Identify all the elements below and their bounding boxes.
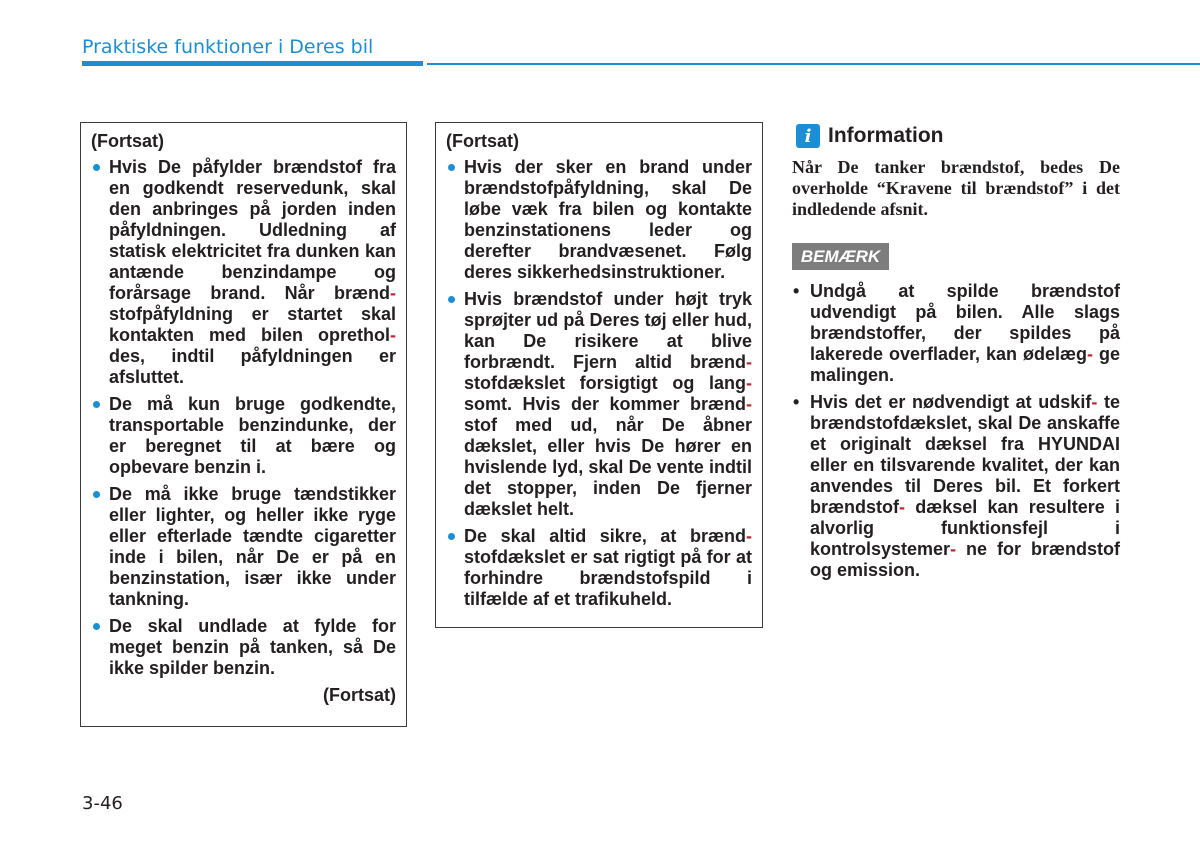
warning-list [446, 157, 752, 610]
warning-item [446, 289, 752, 520]
warning-item-text: De skal altid sikre, at brænd- stofdækslet er sat rigtigt på for at forhindre brændstofspild i tilfælde af et trafikuheld. [464, 526, 752, 609]
warning-item-text: De må kun bruge godkendte, transportable benzindunke, der er beregnet til at bære og opbevare benzin i. [109, 394, 396, 477]
notice-item [792, 281, 1120, 386]
warning-item-text: De må ikke bruge tændstikker eller lighter, og heller ikke ryge eller efterlade tændte cigaretter inde i bilen, når De er på en benzinstation, især ikke under tankning. [109, 484, 396, 609]
header-accent-bar [82, 61, 423, 66]
bullet-icon: • [793, 281, 800, 301]
section-title: Praktiske funktioner i Deres bil [82, 36, 374, 58]
warning-item-text: Hvis De påfylder brændstof fra en godkendt reservedunk, skal den anbringes på jorden inden påfyldningen. Udledning af statisk elektricitet fra dunken kan antænde benzindampe og forårsage brand. Når brænd- stofpåfyldning er startet skal kontakten med bilen oprethol- des, indtil påfyldningen er afsluttet. [109, 157, 396, 387]
header-rule [427, 63, 1200, 65]
warning-item [446, 157, 752, 283]
notice-badge: BEMÆRK [792, 243, 889, 270]
bullet-icon [448, 296, 455, 303]
warning-item [91, 157, 396, 388]
warning-list [91, 157, 396, 679]
bullet-icon [93, 491, 100, 498]
warning-box-continued-1 [80, 122, 407, 727]
bullet-icon [448, 164, 455, 171]
warning-item-text: Hvis der sker en brand under brændstofpåfyldning, skal De løbe væk fra bilen og kontakte benzinstationens leder og derefter brandvæsenet. Følg deres sikkerhedsinstruktioner. [464, 157, 752, 282]
warning-item [446, 526, 752, 610]
notice-list [792, 281, 1120, 587]
info-icon: i [796, 124, 820, 148]
box-heading: (Fortsat) [446, 131, 519, 151]
bullet-icon [448, 533, 455, 540]
information-heading [796, 124, 944, 148]
bullet-icon [93, 164, 100, 171]
notice-item-text: Hvis det er nødvendigt at udskif- te brændstofdækslet, skal De anskaffe et originalt dæksel fra HYUNDAI eller en tilsvarende kvalitet, der kan anvendes til Deres bil. Et forkert brændstof- dæksel kan resultere i alvorlig funktionsfejl i kontrolsystemer- ne for brændstof og emission. [810, 392, 1120, 580]
bullet-icon: • [793, 392, 800, 412]
warning-item [91, 484, 396, 610]
information-text: Når De tanker brændstof, bedes De overholde “Kravene til brændstof” i det indledende afsnit. [792, 157, 1120, 219]
warning-item-text: Hvis brændstof under højt tryk sprøjter ud på Deres tøj eller hud, kan De risikere at blive forbrændt. Fjern altid brænd- stofdækslet forsigtigt og lang- somt. Hvis der kommer brænd- stof med ud, når De åbner dækslet, eller hvis De hører en hvislende lyd, skal De vente indtil det stopper, inden De fjerner dækslet helt. [464, 289, 752, 519]
box-heading: (Fortsat) [91, 131, 164, 151]
bullet-icon [93, 623, 100, 630]
information-title: Information [828, 124, 944, 147]
page-number: 3-46 [82, 793, 123, 814]
notice-item [792, 392, 1120, 581]
bullet-icon [93, 401, 100, 408]
box-footer: (Fortsat) [323, 685, 396, 705]
notice-item-text: Undgå at spilde brændstof udvendigt på bilen. Alle slags brændstoffer, der spildes på lakerede overflader, kan ødelæg- ge malingen. [810, 281, 1120, 385]
warning-item [91, 394, 396, 478]
warning-box-continued-2 [435, 122, 763, 628]
warning-item-text: De skal undlade at fylde for meget benzin på tanken, så De ikke spilder benzin. [109, 616, 396, 678]
warning-item [91, 616, 396, 679]
